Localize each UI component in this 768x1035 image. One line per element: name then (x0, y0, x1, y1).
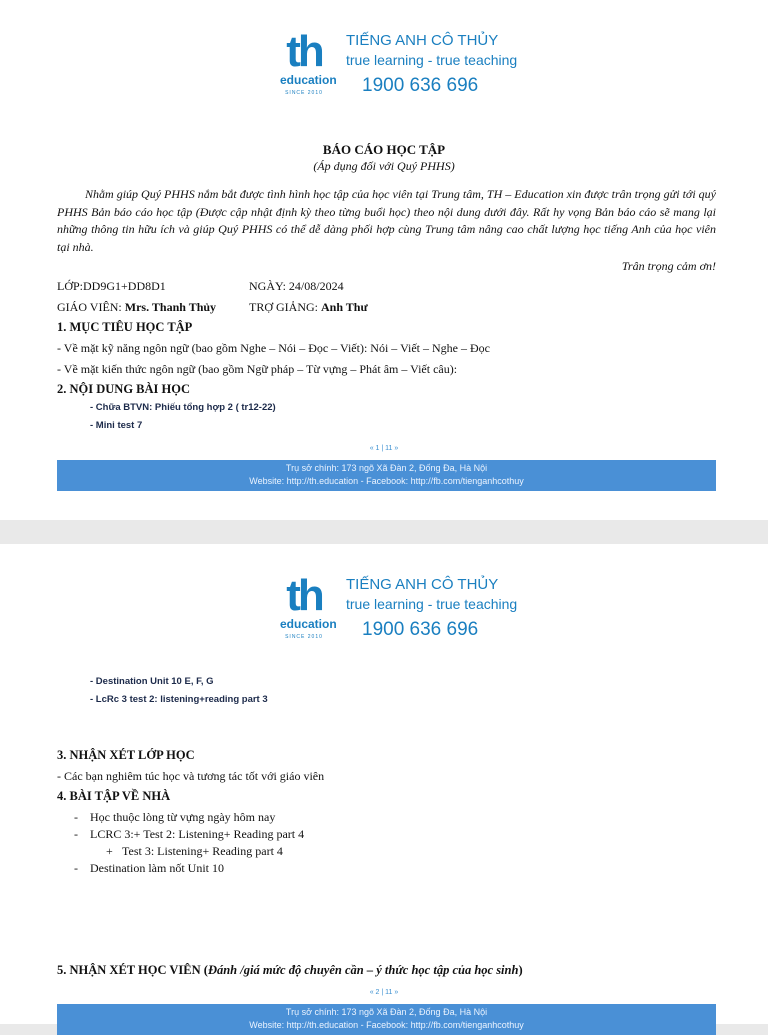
logo-th-text: th (286, 27, 322, 76)
brand-phone: 1900 636 696 (362, 619, 479, 640)
brand-slogan: true learning - true teaching (346, 596, 518, 612)
brand-name: TIẾNG ANH CÔ THỦY (346, 576, 499, 593)
brand-phone: 1900 636 696 (362, 75, 479, 96)
date-value: 24/08/2024 (288, 279, 344, 293)
section-1-line: - Về mặt kiến thức ngôn ngữ (bao gồm Ngữ pháp – Từ vựng – Phát âm – Viết câu): (57, 362, 458, 376)
logo-text-block (346, 576, 517, 642)
class-label: LỚP: (57, 279, 84, 293)
logo-th-text: th (286, 571, 322, 620)
page-indicator: « 2 | 11 » (369, 989, 399, 996)
section-2-heading: 2. NỘI DUNG BÀI HỌC (57, 382, 190, 396)
logo-since-text: SINCE 2010 (285, 634, 323, 640)
teacher-label: GIÁO VIÊN: (57, 300, 122, 314)
document-page-2 (0, 544, 768, 1030)
page-footer (57, 460, 716, 491)
section-3-heading: 3. NHẬN XÉT LỚP HỌC (57, 748, 195, 762)
class-value: DD9G1+DD8D1 (83, 279, 166, 293)
lesson-item: - Chữa BTVN: Phiếu tổng hợp 2 ( tr12-22) (90, 402, 276, 413)
logo-education-text: education (280, 73, 337, 87)
th-education-logo-mark (280, 27, 337, 96)
date-label: NGÀY: (249, 279, 286, 293)
section-1-heading: 1. MỤC TIÊU HỌC TẬP (57, 320, 193, 334)
section-4-heading: 4. BÀI TẬP VỀ NHÀ (57, 789, 171, 803)
teacher-info (57, 300, 216, 315)
section-5-heading-italic: Đánh /giá mức độ chuyên cần – ý thức học tập của học sinh (207, 963, 519, 977)
page-indicator: « 1 | 11 » (369, 445, 399, 452)
report-thanks: Trân trọng cảm ơn! (621, 259, 716, 273)
homework-item: - Destination làm nốt Unit 10 (74, 861, 224, 875)
section-5-heading: 5. NHẬN XÉT HỌC VIÊN (Đánh /giá mức độ chuyên cần – ý thức học tập của học sinh) (57, 963, 523, 977)
th-education-logo-mark (280, 571, 337, 640)
logo-text-block (346, 32, 517, 98)
brand-slogan: true learning - true teaching (346, 52, 518, 68)
homework-item: - Học thuộc lòng từ vựng ngày hôm nay (74, 810, 276, 824)
section-1-line: - Về mặt kỹ năng ngôn ngữ (bao gồm Nghe – Nói – Đọc – Viết): Nói – Viết – Nghe – Đọc (57, 341, 490, 355)
date-info (249, 279, 344, 294)
lesson-item: - LcRc 3 test 2: listening+reading part 3 (90, 694, 268, 705)
footer-address: Trụ sở chính: 173 ngõ Xã Đàn 2, Đống Đa, Hà Nội (285, 1007, 488, 1017)
lesson-item: - Destination Unit 10 E, F, G (90, 676, 214, 687)
class-info (57, 279, 166, 294)
homework-item: - LCRC 3:+ Test 2: Listening+ Reading part 4 (74, 827, 305, 841)
report-intro: Nhằm giúp Quý PHHS nắm bắt được tình hình học tập của học viên tại Trung tâm, TH – Education xin được trân trọng gửi tới quý PHHS Bản báo cáo học tập (Được cập nhật định kỳ theo từng buổi học) theo nội dung dưới đây. Rất hy vọng Bản báo cáo sẽ mang lại những thông tin hữu ích và giúp Quý PHHS có thể dễ dàng phối hợp cùng Trung tâm nâng cao chất lượng học tiếng Anh của học viên tại nhà. (57, 187, 716, 254)
brand-logo (280, 27, 518, 98)
footer-web: Website: http://th.education - Facebook: http://fb.com/tienganhcothuy (249, 476, 524, 486)
assistant-value: Anh Thư (321, 300, 368, 314)
footer-address: Trụ sở chính: 173 ngõ Xã Đàn 2, Đống Đa, Hà Nội (285, 463, 488, 473)
assistant-label: TRỢ GIẢNG: (249, 300, 318, 314)
lesson-item: - Mini test 7 (90, 420, 143, 431)
logo-since-text: SINCE 2010 (285, 90, 323, 96)
homework-subitem: + Test 3: Listening+ Reading part 4 (106, 844, 283, 858)
assistant-info (249, 300, 368, 315)
footer-web: Website: http://th.education - Facebook: http://fb.com/tienganhcothuy (249, 1020, 524, 1030)
teacher-value: Mrs. Thanh Thủy (124, 300, 217, 314)
report-title: BÁO CÁO HỌC TẬP (322, 142, 446, 157)
brand-logo (280, 571, 518, 642)
logo-education-text: education (280, 617, 337, 631)
page-footer (57, 1004, 716, 1035)
report-subtitle: (Áp dụng đối với Quý PHHS) (313, 159, 455, 173)
section-3-line: - Các bạn nghiêm túc học và tương tác tốt với giáo viên (57, 769, 325, 783)
brand-name: TIẾNG ANH CÔ THỦY (346, 32, 499, 49)
